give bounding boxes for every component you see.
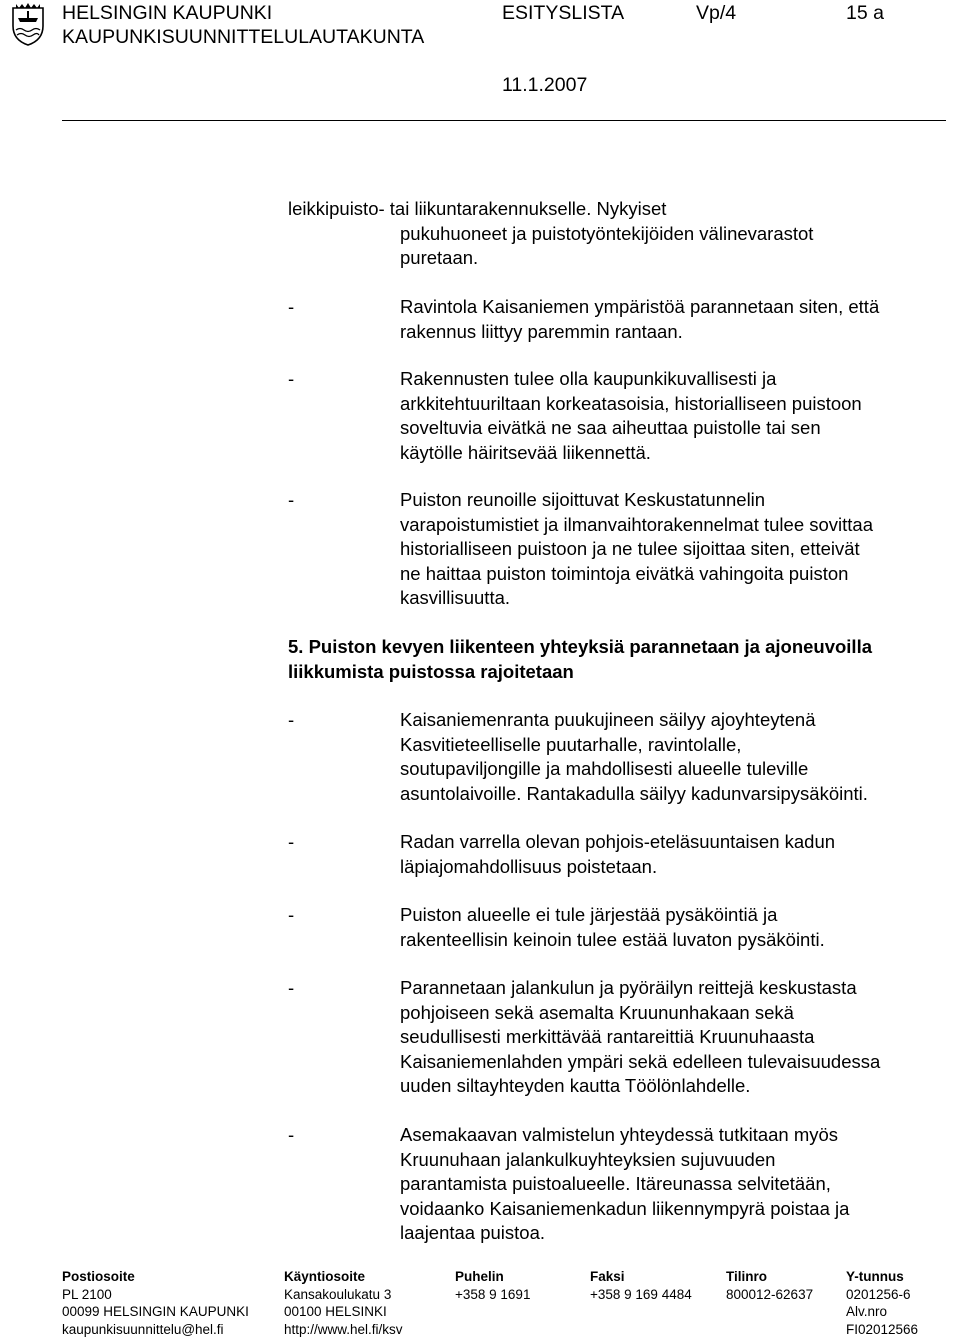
text-line: soveltuvia eivätkä ne saa aiheuttaa puistolle tai sen xyxy=(400,417,821,438)
bullet-dash: - xyxy=(288,368,295,389)
footer-col-visit xyxy=(284,1268,403,1338)
heading-line: 5. Puiston kevyen liikenteen yhteyksiä parannetaan ja ajoneuvoilla xyxy=(288,636,873,657)
text-line: laajentaa puistoa. xyxy=(400,1222,546,1243)
text-line: Ravintola Kaisaniemen ympäristöä parannetaan siten, että xyxy=(400,296,880,317)
footer-col-fax xyxy=(590,1268,692,1303)
text-line: käytölle häiritsevää liikennettä. xyxy=(400,441,651,463)
footer-heading: Käyntiosoite xyxy=(284,1269,366,1284)
text-line: uuden siltayhteyden kautta Töölönlahdelle. xyxy=(400,1075,751,1096)
footer-value: Kansakoulukatu 3 xyxy=(284,1286,392,1302)
text-line: Puiston reunoille sijoittuvat Keskustatunnelin xyxy=(400,489,766,510)
text-line: arkkitehtuuriltaan korkeatasoisia, historialliseen puistoon xyxy=(400,392,862,414)
text-line: Kasvitieteelliselle puutarhalle, ravintolalle, xyxy=(400,733,742,755)
footer-email-link[interactable]: kaupunkisuunnittelu@hel.fi xyxy=(62,1321,224,1337)
bullet-dash: - xyxy=(288,977,295,998)
footer-value: 00099 HELSINGIN KAUPUNKI xyxy=(62,1304,249,1319)
footer-heading: Postiosoite xyxy=(62,1269,135,1284)
footer-heading: Faksi xyxy=(590,1269,625,1284)
text-line: varapoistumistiet ja ilmanvaihtorakennelmat tulee sovittaa xyxy=(400,513,874,535)
footer-value: FI02012566 xyxy=(846,1321,919,1337)
org-name: HELSINGIN KAUPUNKI xyxy=(62,2,273,24)
text-line: kasvillisuutta. xyxy=(400,587,511,608)
heading-line: liikkumista puistossa rajoitetaan xyxy=(288,660,574,682)
section-code: Vp/4 xyxy=(696,2,737,24)
text-line: parantamista puistoalueelle. Itäreunassa selvitetään, xyxy=(400,1173,831,1194)
footer-col-business-id xyxy=(846,1268,918,1338)
text-line: Radan varrella olevan pohjois-eteläsuuntaisen kadun xyxy=(400,831,836,852)
text-line: rakenteellisin keinoin tulee estää luvaton pysäköinti. xyxy=(400,928,825,950)
footer-value: PL 2100 xyxy=(62,1286,112,1302)
footer-web-link[interactable]: http://www.hel.fi/ksv xyxy=(284,1321,403,1337)
text-line: Kruunuhaan jalankulkuyhteyksien sujuvuuden xyxy=(400,1148,776,1170)
footer-value: 0201256-6 xyxy=(846,1286,911,1302)
text-line: puretaan. xyxy=(400,247,479,268)
footer-value: +358 9 1691 xyxy=(455,1286,531,1302)
page-footer xyxy=(0,1268,960,1339)
bullet-dash: - xyxy=(288,489,295,510)
footer-col-postal xyxy=(62,1268,249,1338)
footer-heading: Tilinro xyxy=(726,1269,768,1284)
text-line: Parannetaan jalankulun ja pyöräilyn reittejä keskustasta xyxy=(400,977,857,998)
text-line: ne haittaa puiston toimintoja eivätkä vahingoita puiston xyxy=(400,562,849,584)
text-line: Rakennusten tulee olla kaupunkikuvallisesti ja xyxy=(400,368,777,389)
footer-heading: Puhelin xyxy=(455,1269,504,1284)
text-line: Asemakaavan valmistelun yhteydessä tutkitaan myös xyxy=(400,1124,839,1145)
text-line: Kaisaniemenranta puukujineen säilyy ajoyhteytenä xyxy=(400,709,816,730)
section-heading xyxy=(288,635,953,684)
footer-value: 00100 HELSINKI xyxy=(284,1304,387,1319)
item-number: 15 a xyxy=(846,2,884,24)
text-line: Kaisaniemenlahden ympäri sekä edelleen tulevaisuudessa xyxy=(400,1050,881,1072)
intro-paragraph xyxy=(288,197,938,271)
text-line: voidaanko Kaisaniemenkadun liikennympyrä poistaa ja xyxy=(400,1197,850,1219)
bullet-dash: - xyxy=(288,296,295,317)
footer-value: 800012-62637 xyxy=(726,1286,814,1302)
footer-value: +358 9 169 4484 xyxy=(590,1286,692,1302)
bullet-dash: - xyxy=(288,1124,295,1145)
text-line: seudullisesti merkittävää rantareittiä Kruunuhaasta xyxy=(400,1026,815,1047)
text-line: rakennus liittyy paremmin rantaan. xyxy=(400,320,683,342)
bullet-dash: - xyxy=(288,831,295,852)
footer-heading: Y-tunnus xyxy=(846,1269,904,1284)
doc-type: ESITYSLISTA xyxy=(502,2,625,24)
text-line: historialliseen puistoon ja ne tulee sijoittaa siten, etteivät xyxy=(400,538,860,559)
text-line: läpiajomahdollisuus poistetaan. xyxy=(400,855,658,877)
bullet-dash: - xyxy=(288,709,295,730)
org-board: KAUPUNKISUUNNITTELULAUTAKUNTA xyxy=(62,26,425,48)
text-line: Puiston alueelle ei tule järjestää pysäköintiä ja xyxy=(400,904,778,925)
footer-col-phone xyxy=(455,1268,530,1303)
text-line: asuntolaivoille. Rantakadulla säilyy kadunvarsipysäköinti. xyxy=(400,782,868,804)
text-line: leikkipuisto- tai liikuntarakennukselle. Nykyiset xyxy=(288,198,667,219)
text-line: soutupaviljongille ja mahdollisesti alueelle tuleville xyxy=(400,758,809,779)
meeting-date: 11.1.2007 xyxy=(502,74,588,96)
bullet-dash: - xyxy=(288,904,295,925)
text-line: pukuhuoneet ja puistotyöntekijöiden välinevarastot xyxy=(400,222,814,244)
footer-col-account xyxy=(726,1268,813,1303)
footer-value: Alv.nro xyxy=(846,1304,888,1319)
text-line: pohjoiseen sekä asemalta Kruununhakaan sekä xyxy=(400,1001,794,1023)
